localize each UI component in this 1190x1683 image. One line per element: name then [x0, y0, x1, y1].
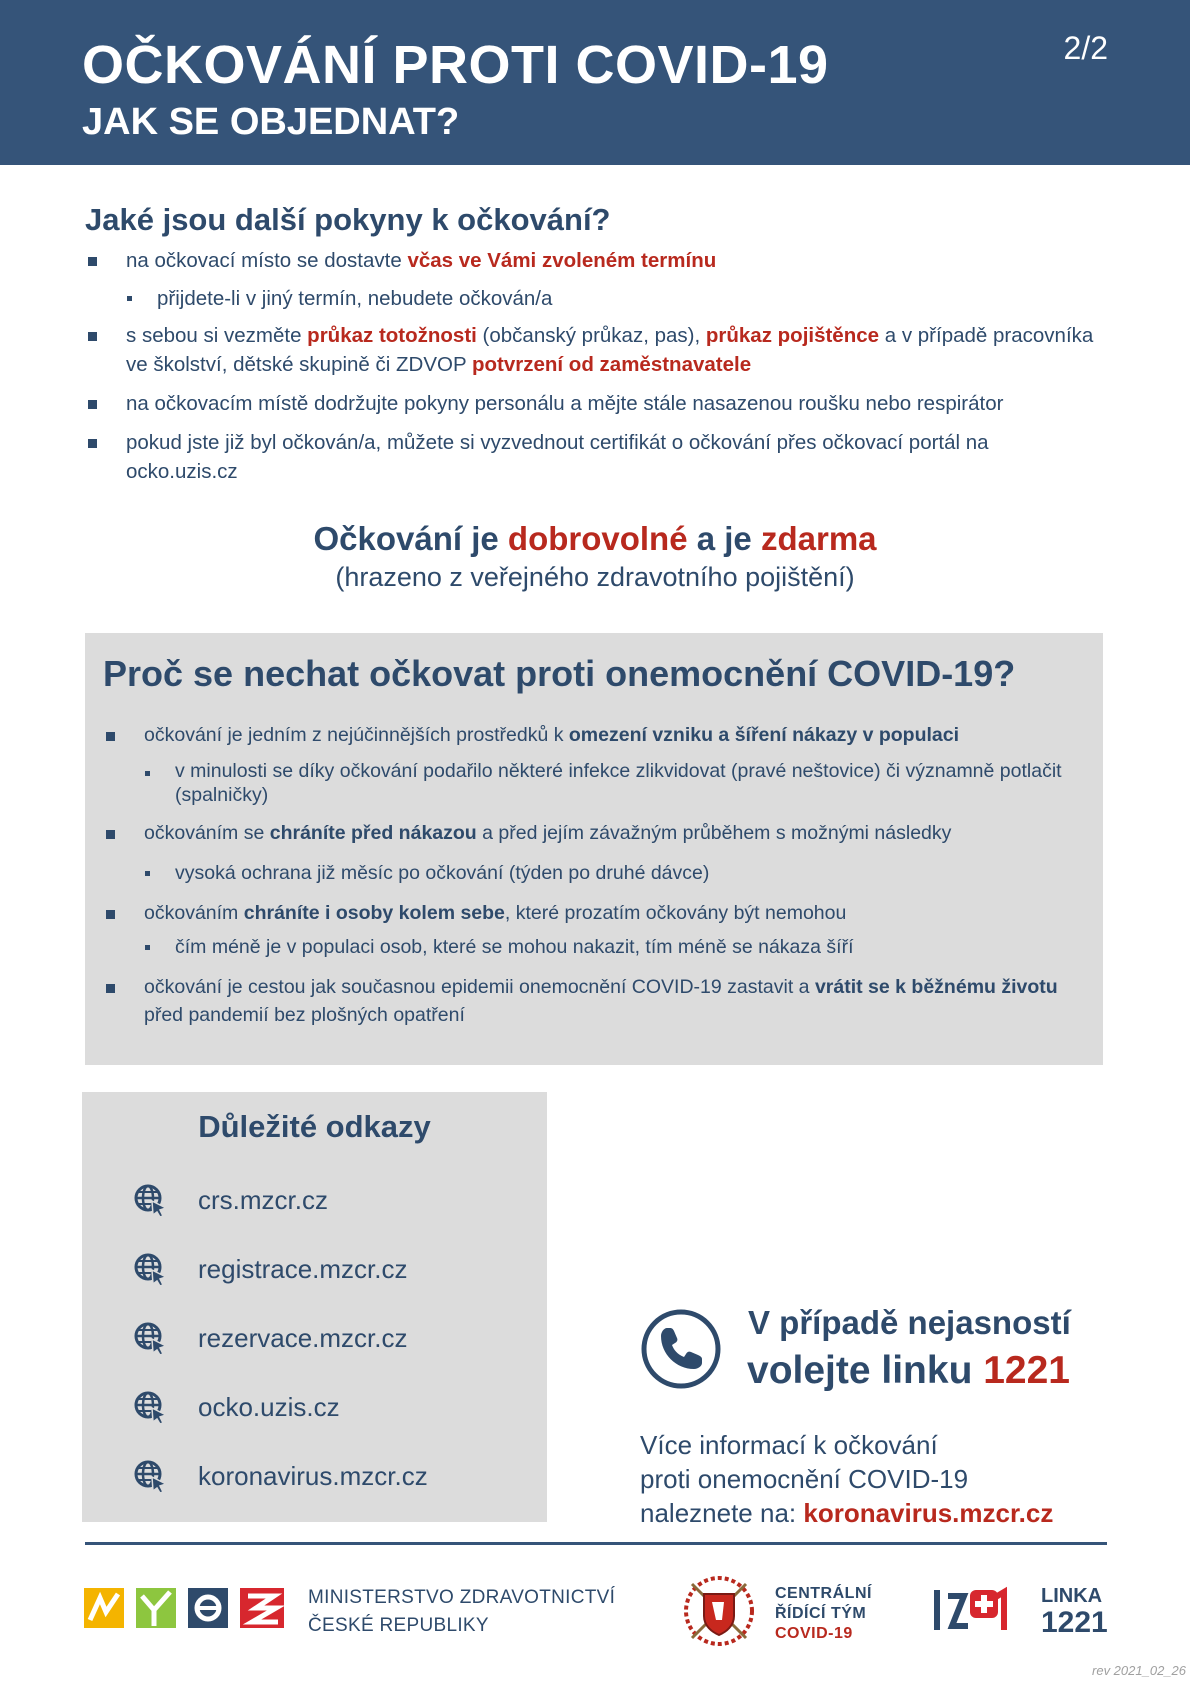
- footer-divider: [85, 1542, 1107, 1545]
- instructions-heading: Jaké jsou další pokyny k očkování?: [85, 202, 611, 237]
- web-link-icon: [132, 1389, 168, 1425]
- voluntary-note: (hrazeno z veřejného zdravotního pojištění): [335, 562, 855, 592]
- info-link[interactable]: koronavirus.mzcr.cz: [803, 1498, 1054, 1528]
- more-info-text: Více informací k očkování proti onemocnění COVID-19 naleznete na: koronavirus.mzcr.cz: [640, 1430, 1054, 1528]
- link-text[interactable]: rezervace.mzcr.cz: [198, 1322, 408, 1353]
- list-item: očkováním se chráníte před nákazou a před jejím závažným průběhem s možnými následky: [103, 819, 1083, 847]
- list-subitem: v minulosti se díky očkování podařilo některé infekce zlikvidovat (pravé neštovice) či významně potlačit (spalničky): [103, 759, 1083, 807]
- why-vaccinate-box: [85, 633, 1103, 1065]
- web-link-icon: [132, 1182, 168, 1218]
- why-list: [103, 721, 1083, 1029]
- page-title: OČKOVÁNÍ PROTI COVID-19: [82, 35, 829, 95]
- link-item-rezervace[interactable]: [132, 1318, 408, 1358]
- list-item: pokud jste již byl očkován/a, můžete si vyzvednout certifikát o očkování přes očkovací portál na ocko.uzis.cz: [85, 428, 1095, 486]
- voluntary-statement: Očkování je dobrovolné a je zdarma (hrazeno z veřejného zdravotního pojištění): [0, 520, 1190, 593]
- ministry-logo-icon: [84, 1586, 286, 1630]
- link-item-registrace[interactable]: [132, 1249, 408, 1289]
- page-subtitle: JAK SE OBJEDNAT?: [82, 101, 460, 143]
- list-subitem: přijdete-li v jiný termín, nebudete očkován/a: [85, 284, 1095, 313]
- list-item: očkováním chráníte i osoby kolem sebe, které prozatím očkovány být nemohou: [103, 899, 1083, 927]
- list-item: na očkovacím místě dodržujte pokyny personálu a mějte stále nasazenou roušku nebo respirátor: [85, 389, 1095, 418]
- list-subitem: vysoká ochrana již měsíc po očkování (týden po druhé dávce): [103, 859, 1083, 887]
- list-item: očkování je jedním z nejúčinnějších prostředků k omezení vzniku a šíření nákazy v populaci: [103, 721, 1083, 749]
- link-text[interactable]: registrace.mzcr.cz: [198, 1253, 408, 1284]
- web-link-icon: [132, 1251, 168, 1287]
- phone-icon: [640, 1308, 722, 1390]
- link-text[interactable]: crs.mzcr.cz: [198, 1184, 328, 1215]
- crt-name: CENTRÁLNÍ ŘÍDÍCÍ TÝM COVID-19: [775, 1585, 872, 1642]
- crt-emblem-icon: [680, 1572, 758, 1650]
- link-item-ocko[interactable]: [132, 1387, 340, 1427]
- contact-line-1: V případě nejasností: [748, 1304, 1071, 1341]
- links-heading: Důležité odkazy: [198, 1109, 431, 1144]
- linka-logo-icon: [934, 1586, 1014, 1634]
- revision-label: rev 2021_02_26: [1092, 1663, 1186, 1678]
- list-item: očkování je cestou jak současnou epidemii onemocnění COVID-19 zastavit a vrátit se k běžnému životu před pandemií bez plošných opatření: [103, 973, 1083, 1029]
- link-item-koronavirus[interactable]: [132, 1456, 428, 1496]
- link-text[interactable]: ocko.uzis.cz: [198, 1391, 340, 1422]
- list-item: na očkovací místo se dostavte včas ve Vámi zvoleném termínu: [85, 246, 1095, 275]
- instructions-list: [85, 246, 1095, 486]
- contact-line-2: volejte linku 1221: [747, 1349, 1070, 1392]
- important-links-box: [82, 1092, 547, 1522]
- list-item: s sebou si vezměte průkaz totožnosti (občanský průkaz, pas), průkaz pojištěnce a v případě pracovníka ve školství, dětské skupině či ZDVOP potvrzení od zaměstnavatele: [85, 321, 1095, 379]
- ministry-name: MINISTERSTVO ZDRAVOTNICTVÍ ČESKÉ REPUBLIKY: [308, 1587, 616, 1636]
- linka-label: LINKA 1221: [1041, 1585, 1108, 1639]
- list-subitem: čím méně je v populaci osob, které se mohou nakazit, tím méně se nákaza šíří: [103, 933, 1083, 961]
- web-link-icon: [132, 1320, 168, 1356]
- web-link-icon: [132, 1458, 168, 1494]
- link-text[interactable]: koronavirus.mzcr.cz: [198, 1460, 428, 1491]
- hotline-number: 1221: [983, 1349, 1070, 1392]
- why-heading: Proč se nechat očkovat proti onemocnění COVID-19?: [103, 653, 1016, 694]
- header-banner: [0, 0, 1190, 165]
- link-item-crs[interactable]: [132, 1180, 328, 1220]
- page-number: 2/2: [1063, 30, 1108, 66]
